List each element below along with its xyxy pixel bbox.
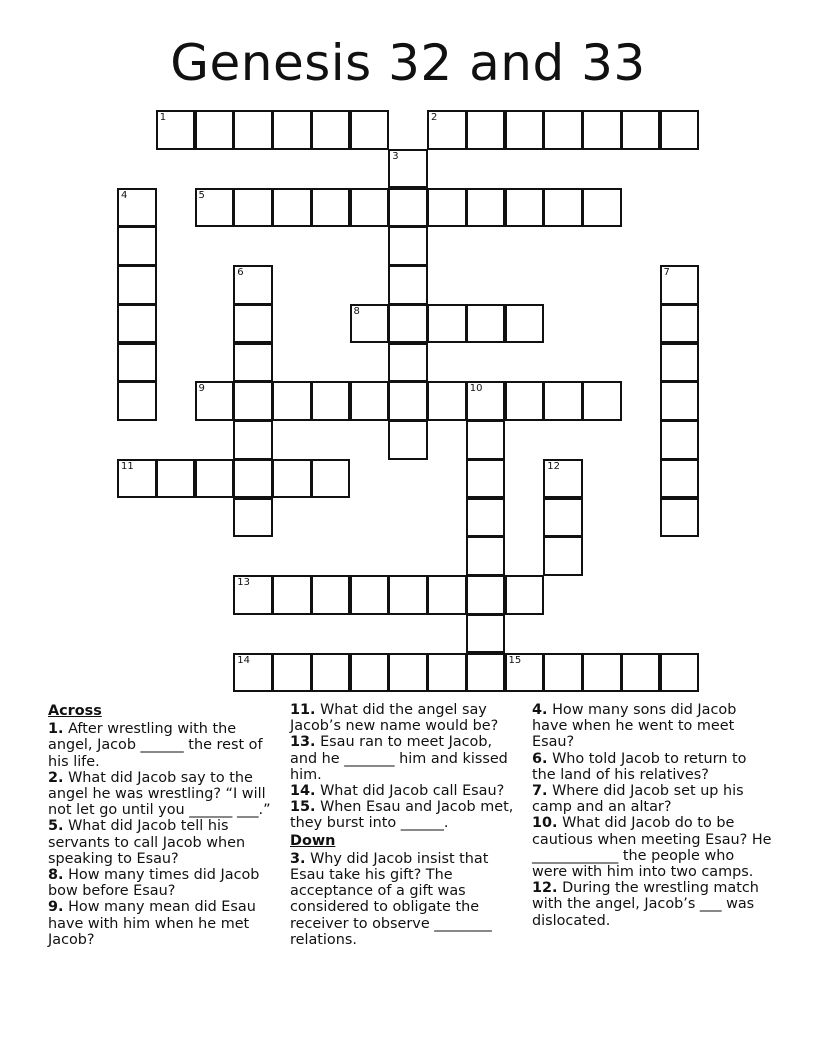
clue-text: What did Jacob do to be cautious when meeting Esau? He ____________ the people who were with him into two camps. (532, 815, 772, 881)
grid-cell (388, 226, 428, 266)
grid-cell (582, 653, 622, 693)
clue-text: Why did Jacob insist that Esau take his gift? The acceptance of a gift was considered to obligate the receiver to observe ________ relations. (290, 850, 492, 948)
clue-across-13 (290, 734, 520, 783)
clue-text: Esau ran to meet Jacob, and he _______ him and kissed him. (290, 734, 508, 783)
grid-cell (233, 381, 273, 421)
cell-number: 13 (237, 577, 250, 588)
clue-across-5 (48, 818, 274, 867)
page-title: Genesis 32 and 33 (170, 34, 646, 92)
grid-cell (272, 381, 312, 421)
grid-cell (388, 420, 428, 460)
down-header: Down (290, 832, 336, 849)
grid-cell (272, 459, 312, 499)
grid-cell (660, 381, 700, 421)
clue-across-15 (290, 799, 520, 831)
grid-cell (505, 110, 545, 150)
grid-cell (388, 343, 428, 383)
clue-text: Who told Jacob to return to the land of his relatives? (532, 750, 747, 783)
clue-across-2 (48, 770, 274, 819)
grid-cell (543, 110, 583, 150)
cell-number: 1 (159, 112, 167, 123)
grid-cell (505, 575, 545, 615)
grid-cell (427, 304, 467, 344)
grid-cell (466, 575, 506, 615)
grid-cell (466, 459, 506, 499)
cell-number: 12 (547, 460, 560, 472)
grid-cell (195, 110, 235, 150)
grid-cell (466, 110, 506, 150)
grid-cell (195, 459, 235, 499)
grid-cell (660, 110, 700, 150)
clue-across-8 (48, 867, 274, 899)
clue-text: During the wrestling match with the angel, Jacob’s ___ was dislocated. (532, 880, 759, 929)
grid-cell (233, 343, 273, 383)
grid-cell (117, 265, 157, 305)
cell-number: 6 (237, 267, 244, 278)
grid-cell (466, 420, 506, 460)
cell-number: 4 (121, 189, 128, 201)
grid-cell (466, 188, 506, 228)
grid-cell (543, 188, 583, 228)
clue-text: How many times did Jacob bow before Esau? (48, 867, 260, 900)
cell-number: 11 (121, 460, 134, 472)
grid-cell (505, 381, 545, 421)
grid-cell (388, 575, 428, 615)
grid-cell (466, 653, 506, 693)
clue-down-10 (532, 815, 772, 880)
cell-number: 10 (469, 383, 483, 395)
clue-across-1 (48, 721, 274, 770)
grid-cell (660, 653, 700, 693)
cell-number: 15 (508, 654, 522, 666)
grid-cell (388, 149, 428, 189)
grid-cell (466, 614, 506, 654)
grid-cell (272, 110, 312, 150)
clue-number: 7. (532, 783, 548, 800)
grid-cell (621, 110, 661, 150)
grid-cell (117, 226, 157, 266)
cell-number: 2 (431, 112, 438, 123)
grid-cell (660, 459, 700, 499)
clue-text: What did the angel say Jacob’s new name would be? (290, 702, 499, 735)
grid-cell (117, 343, 157, 383)
clue-text: What did Jacob tell his servants to call Jacob when speaking to Esau? (48, 818, 246, 867)
grid-cell (233, 265, 273, 305)
clue-number: 10. (532, 815, 558, 832)
grid-cell (272, 575, 312, 615)
grid-cell (427, 653, 467, 693)
clue-number: 2. (48, 769, 64, 786)
clue-text: Where did Jacob set up his camp and an altar? (532, 783, 744, 816)
cell-number: 5 (198, 189, 205, 201)
grid-cell (272, 188, 312, 228)
grid-cell (156, 110, 196, 150)
grid-cell (117, 304, 157, 344)
clue-down-7 (532, 783, 772, 815)
grid-cell (388, 653, 428, 693)
grid-cell (427, 110, 467, 150)
grid-cell (543, 653, 583, 693)
grid-cell (233, 188, 273, 228)
clue-number: 11. (290, 702, 316, 718)
grid-cell (543, 498, 583, 538)
grid-cell (388, 188, 428, 228)
clue-number: 3. (290, 850, 306, 867)
grid-cell (582, 188, 622, 228)
grid-cell (427, 381, 467, 421)
clue-text: How many mean did Esau have with him when he met Jacob? (48, 899, 256, 948)
clue-number: 9. (48, 899, 64, 916)
grid-cell (388, 265, 428, 305)
grid-cell (505, 304, 545, 344)
clue-down-3 (290, 851, 520, 948)
clue-down-6 (532, 751, 772, 783)
clue-across-11 (290, 702, 520, 734)
grid-cell (466, 536, 506, 576)
clue-number: 5. (48, 818, 64, 835)
grid-cell (427, 575, 467, 615)
grid-cell (195, 381, 235, 421)
grid-cell (427, 188, 467, 228)
clue-number: 8. (48, 867, 64, 884)
grid-cell (233, 110, 273, 150)
clue-number: 14. (290, 783, 316, 800)
grid-cell (621, 653, 661, 693)
grid-cell (311, 110, 351, 150)
cell-number: 8 (353, 305, 360, 317)
grid-cell (582, 110, 622, 150)
clue-number: 4. (532, 702, 548, 718)
clue-number: 1. (48, 721, 64, 738)
grid-cell (233, 653, 273, 693)
grid-cell (350, 110, 390, 150)
clues-column-1 (48, 702, 274, 948)
clue-text: How many sons did Jacob have when he went to meet Esau? (532, 702, 737, 751)
grid-cell (505, 653, 545, 693)
grid-cell (660, 265, 700, 305)
grid-cell (233, 498, 273, 538)
clue-text: After wrestling with the angel, Jacob ______ the rest of his life. (48, 721, 263, 770)
grid-cell (350, 575, 390, 615)
grid-cell (117, 188, 157, 228)
grid-cell (117, 459, 157, 499)
grid-cell (311, 459, 351, 499)
clue-number: 12. (532, 880, 558, 897)
grid-cell (660, 498, 700, 538)
across-header: Across (48, 703, 102, 719)
grid-cell (543, 536, 583, 576)
grid-cell (543, 459, 583, 499)
clue-number: 6. (532, 750, 548, 767)
grid-cell (195, 188, 235, 228)
clue-text: When Esau and Jacob met, they burst into ______. (290, 799, 514, 832)
cell-number: 3 (392, 150, 399, 162)
grid-cell (350, 653, 390, 693)
clue-number: 13. (290, 734, 316, 751)
clue-down-12 (532, 880, 772, 929)
grid-cell (350, 188, 390, 228)
cell-number: 14 (237, 654, 250, 666)
grid-cell (582, 381, 622, 421)
grid-cell (350, 304, 390, 344)
grid-cell (466, 304, 506, 344)
clue-text: What did Jacob call Esau? (320, 783, 505, 800)
clue-across-9 (48, 899, 274, 948)
grid-cell (505, 188, 545, 228)
grid-cell (233, 575, 273, 615)
grid-cell (117, 381, 157, 421)
grid-cell (660, 304, 700, 344)
grid-cell (660, 420, 700, 460)
clue-text: What did Jacob say to the angel he was wrestling? “I will not let go until you ______ ___.” (48, 769, 271, 819)
grid-cell (466, 498, 506, 538)
grid-cell (233, 420, 273, 460)
grid-cell (233, 459, 273, 499)
grid-cell (311, 653, 351, 693)
clue-across-14 (290, 783, 520, 799)
grid-cell (233, 304, 273, 344)
grid-cell (388, 304, 428, 344)
grid-cell (311, 188, 351, 228)
clues-column-3 (532, 702, 772, 929)
grid-cell (660, 343, 700, 383)
cell-number: 7 (663, 267, 670, 278)
grid-cell (350, 381, 390, 421)
grid-cell (272, 653, 312, 693)
clue-number: 15. (290, 799, 316, 816)
grid-cell (388, 381, 428, 421)
grid-cell (311, 575, 351, 615)
cell-number: 9 (198, 383, 205, 395)
grid-cell (156, 459, 196, 499)
clues-column-2 (290, 702, 520, 948)
grid-cell (543, 381, 583, 421)
grid-cell (466, 381, 506, 421)
clue-down-4 (532, 702, 772, 751)
grid-cell (311, 381, 351, 421)
